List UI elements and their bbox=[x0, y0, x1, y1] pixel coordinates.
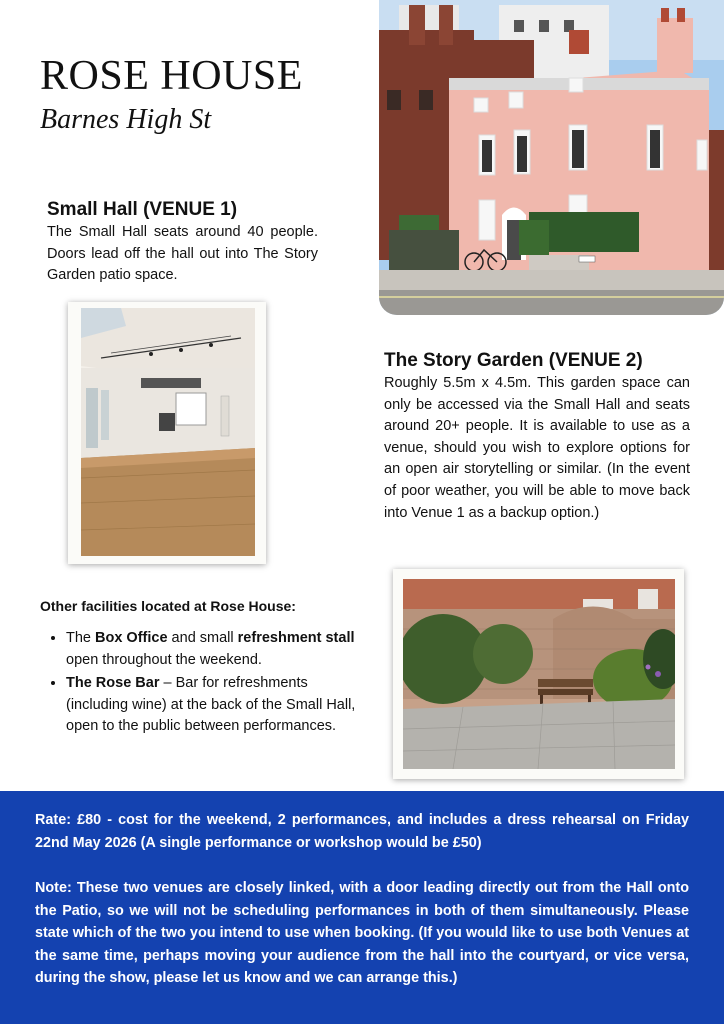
small-hall-photo bbox=[68, 302, 266, 564]
story-garden-photo bbox=[393, 569, 684, 779]
pricing-footer bbox=[0, 791, 724, 1024]
story-garden-illustration bbox=[403, 579, 675, 769]
rose-house-photo bbox=[379, 0, 724, 315]
rose-house-illustration bbox=[379, 0, 724, 315]
list-item: • The Rose Bar – Bar for refreshments (including wine) at the back of the Small Hall, open to the public between performances. bbox=[66, 673, 366, 738]
venue1-heading: Small Hall (VENUE 1) bbox=[47, 199, 238, 220]
venue2-heading: The Story Garden (VENUE 2) bbox=[384, 350, 643, 371]
small-hall-illustration bbox=[81, 308, 255, 556]
venue1-description: The Small Hall seats around 40 people. Doors lead off the hall out into The Story Garden patio space. bbox=[47, 224, 318, 284]
venue2-description: Roughly 5.5m x 4.5m. This garden space can only be accessed via the Small Hall and seats around 20+ people. It is available to use as a venue, should you wish to explore options for an open air storytelling or similar. (In the event of poor weather, you will be able to move back into Venue 1 as a backup option.) bbox=[384, 375, 690, 521]
facilities-list bbox=[50, 628, 366, 740]
list-item: • The Box Office and small refreshment stall open throughout the weekend. bbox=[66, 628, 366, 671]
page-subtitle: Barnes High St bbox=[40, 104, 212, 135]
rate-text: Rate: £80 - cost for the weekend, 2 performances, and includes a dress rehearsal on Friday 22nd May 2026 (A single performance or workshop would be £50) bbox=[35, 812, 689, 851]
page-title: ROSE HOUSE bbox=[40, 53, 303, 99]
facilities-heading: Other facilities located at Rose House: bbox=[40, 598, 296, 614]
note-text: Note: These two venues are closely linked, with a door leading directly out from the Hall onto the Patio, so we will not be scheduling performances in both of them simultaneously. Please state which of the two you intend to use when booking. (If you would like to use both Venues at the same time, perhaps moving your audience from the hall into the courtyard, or vice versa, during the show, please let us know and we can arrange this.) bbox=[35, 880, 689, 986]
